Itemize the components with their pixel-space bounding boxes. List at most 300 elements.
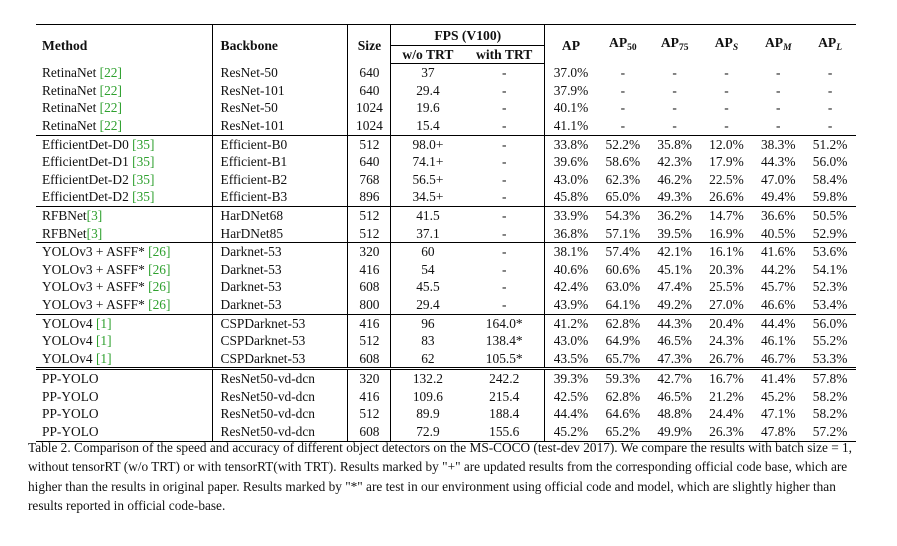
citation-link[interactable]: [22] — [99, 64, 122, 80]
cell-apl: - — [827, 117, 833, 133]
cell-fps-with: - — [501, 296, 507, 312]
citation-link[interactable]: [26] — [148, 261, 171, 277]
cell-size: 416 — [348, 261, 391, 279]
method-name: YOLOv4 — [42, 333, 93, 349]
method-name: RFBNet — [42, 207, 87, 223]
table-row — [36, 243, 856, 261]
cell-ap75: 39.5% — [657, 225, 692, 241]
table-row — [36, 117, 856, 135]
cell-fps-with: 215.4 — [489, 388, 520, 404]
cell-apl: 58.4% — [812, 171, 848, 187]
cell-ap50: 64.6% — [605, 406, 641, 422]
cell-ap75: - — [672, 117, 677, 133]
cell-fps-wo: 37 — [391, 64, 464, 82]
cell-size: 768 — [348, 171, 391, 189]
cell-backbone: ResNet50-vd-dcn — [212, 369, 348, 388]
header-aps: $AP_S$ — [701, 25, 753, 64]
cell-fps-with: - — [464, 206, 544, 224]
cell-backbone: CSPDarknet-53 — [212, 314, 348, 332]
method-name: EfficientDet-D2 — [42, 189, 129, 205]
cell-apl: 56.0% — [804, 314, 856, 332]
citation-link[interactable]: [35] — [132, 189, 155, 205]
cell-fps-with: - — [501, 225, 507, 241]
header-size: Size — [348, 25, 391, 64]
cell-size: 512 — [348, 405, 391, 423]
table-row — [36, 153, 856, 171]
cell-fps-with: - — [501, 82, 507, 98]
cell-ap: 36.8% — [545, 225, 597, 243]
cell-aps: 21.2% — [709, 388, 744, 404]
cell-ap: 40.1% — [545, 99, 597, 117]
method-name: YOLOv3 + ASFF* — [42, 279, 145, 295]
cell-fps-wo: 19.6 — [391, 99, 464, 117]
cell-fps-wo: 56.5+ — [391, 171, 464, 189]
cell-apl: 57.8% — [804, 369, 856, 388]
cell-fps-wo: 132.2 — [391, 369, 464, 388]
results-table — [36, 24, 856, 442]
method-name: YOLOv4 — [42, 350, 93, 366]
cell-ap75: 36.2% — [649, 206, 701, 224]
cell-backbone: Efficient-B3 — [212, 188, 348, 206]
cell-fps-wo: 98.0+ — [391, 135, 464, 153]
method-name: YOLOv4 — [42, 315, 93, 331]
cell-ap75: 44.3% — [649, 314, 701, 332]
cell-apm: 44.2% — [760, 261, 796, 277]
cell-backbone: Efficient-B0 — [212, 135, 348, 153]
cell-backbone: Darknet-53 — [212, 296, 348, 314]
cell-apm: 41.6% — [752, 243, 804, 261]
table-row — [36, 188, 856, 206]
cell-backbone: HarDNet85 — [212, 225, 348, 243]
cell-method — [36, 171, 212, 189]
header-apl: $AP_L$ — [804, 25, 856, 64]
method-name: PP-YOLO — [42, 388, 99, 404]
table-row — [36, 82, 856, 100]
cell-fps-wo: 72.9 — [391, 423, 464, 441]
cell-size: 512 — [348, 225, 391, 243]
cell-fps-with: - — [501, 261, 507, 277]
cell-method — [36, 314, 212, 332]
cell-size: 896 — [348, 188, 391, 206]
cell-ap50: 65.2% — [597, 423, 649, 441]
table-row — [36, 350, 856, 369]
cell-aps: 25.5% — [709, 279, 744, 295]
header-ap: AP — [545, 25, 597, 64]
cell-ap50: - — [620, 117, 626, 133]
cell-aps: 16.9% — [709, 225, 744, 241]
cell-size: 1024 — [348, 99, 391, 117]
cell-fps-wo: 109.6 — [391, 388, 464, 406]
cell-backbone: Darknet-53 — [212, 261, 348, 279]
cell-method — [36, 350, 212, 369]
cell-fps-wo: 74.1+ — [391, 153, 464, 171]
method-name: RFBNet — [42, 225, 87, 241]
cell-ap50: 59.3% — [597, 369, 649, 388]
citation-link[interactable]: [35] — [132, 171, 155, 187]
cell-method — [36, 243, 212, 261]
cell-size: 1024 — [348, 117, 391, 135]
cell-size: 640 — [348, 153, 391, 171]
cell-apl: 52.3% — [812, 279, 848, 295]
cell-size: 416 — [348, 388, 391, 406]
table-row — [36, 314, 856, 332]
cell-method — [36, 206, 212, 224]
header-fps-wo-trt: w/o TRT — [391, 45, 464, 64]
cell-ap50: 62.8% — [597, 314, 649, 332]
cell-ap50: 57.4% — [597, 243, 649, 261]
cell-apl: - — [827, 82, 833, 98]
cell-aps: 27.0% — [709, 296, 744, 312]
cell-fps-with: - — [501, 154, 507, 170]
method-name: RetinaNet — [42, 117, 97, 133]
cell-fps-wo: 41.5 — [391, 206, 464, 224]
cell-fps-with: 164.0* — [464, 314, 544, 332]
cell-method — [36, 225, 212, 243]
cell-ap: 45.8% — [545, 188, 597, 206]
method-name: PP-YOLO — [42, 371, 99, 387]
cell-aps: 20.4% — [701, 314, 753, 332]
cell-ap: 41.1% — [545, 117, 597, 135]
cell-ap50: 65.0% — [605, 189, 641, 205]
cell-ap75: 42.1% — [649, 243, 701, 261]
cell-ap: 33.8% — [545, 135, 597, 153]
cell-aps: 26.7% — [709, 350, 744, 366]
cell-method — [36, 261, 212, 279]
cell-fps-with: - — [501, 279, 507, 295]
cell-apl: 52.9% — [812, 225, 848, 241]
header-fps-with-trt: with TRT — [464, 45, 544, 64]
cell-fps-wo: 37.1 — [391, 225, 464, 243]
cell-backbone: ResNet50-vd-dcn — [212, 405, 348, 423]
cell-apl: 58.2% — [812, 406, 848, 422]
citation-link[interactable]: [26] — [148, 244, 171, 260]
cell-apm: 36.6% — [752, 206, 804, 224]
cell-fps-with: 138.4* — [485, 333, 523, 349]
cell-apm: 46.1% — [760, 333, 796, 349]
citation-link[interactable]: [1] — [95, 333, 112, 349]
method-name: EfficientDet-D1 — [42, 154, 129, 170]
cell-apl: 59.8% — [812, 189, 848, 205]
cell-apm: 46.7% — [760, 350, 796, 366]
cell-method — [36, 188, 212, 206]
cell-backbone: ResNet50-vd-dcn — [212, 388, 348, 406]
cell-size: 512 — [348, 206, 391, 224]
table-row — [36, 388, 856, 406]
cell-ap75: 45.1% — [657, 261, 692, 277]
cell-ap75: 42.3% — [657, 154, 692, 170]
cell-ap75: - — [672, 100, 677, 116]
table-row — [36, 206, 856, 224]
cell-size: 608 — [348, 423, 391, 441]
header-backbone: Backbone — [212, 25, 348, 64]
cell-ap: 44.4% — [545, 405, 597, 423]
cell-ap50: 52.2% — [597, 135, 649, 153]
cell-fps-with: - — [501, 171, 507, 187]
cell-apm: 47.0% — [760, 171, 796, 187]
cell-aps: 16.1% — [701, 243, 753, 261]
cell-ap50: 62.8% — [605, 388, 641, 404]
cell-method — [36, 369, 212, 388]
table-body — [36, 64, 856, 441]
method-name: EfficientDet-D0 — [42, 136, 129, 152]
cell-apm: 44.4% — [752, 314, 804, 332]
cell-method — [36, 278, 212, 296]
cell-method — [36, 153, 212, 171]
cell-ap50: - — [620, 82, 626, 98]
cell-apm: 38.3% — [752, 135, 804, 153]
cell-apm: - — [776, 82, 781, 98]
cell-aps: 12.0% — [701, 135, 753, 153]
cell-ap: 37.9% — [545, 82, 597, 100]
cell-fps-with: - — [464, 243, 544, 261]
table-row — [36, 99, 856, 117]
table-row — [36, 261, 856, 279]
cell-size: 608 — [348, 350, 391, 369]
citation-link[interactable]: [26] — [148, 279, 171, 295]
cell-fps-wo: 29.4 — [391, 296, 464, 314]
method-name: YOLOv3 + ASFF* — [42, 244, 145, 260]
cell-ap50: 64.9% — [605, 333, 641, 349]
citation-link[interactable]: [26] — [148, 296, 171, 312]
cell-size: 512 — [348, 135, 391, 153]
cell-method — [36, 405, 212, 423]
cell-fps-with: - — [501, 117, 507, 133]
citation-link[interactable]: [35] — [132, 136, 155, 152]
cell-aps: - — [724, 82, 729, 98]
cell-aps: 22.5% — [709, 171, 744, 187]
cell-aps: - — [724, 64, 729, 80]
cell-size: 640 — [348, 64, 391, 82]
method-name: PP-YOLO — [42, 406, 99, 422]
header-method: Method — [36, 25, 212, 64]
cell-fps-with: 188.4 — [489, 406, 520, 422]
cell-ap: 41.2% — [545, 314, 597, 332]
citation-link[interactable]: [1] — [95, 315, 112, 331]
cell-backbone: ResNet-50 — [212, 64, 348, 82]
method-name: PP-YOLO — [42, 424, 99, 440]
cell-ap75: - — [672, 64, 677, 80]
cell-ap: 43.5% — [545, 350, 597, 369]
cell-backbone: CSPDarknet-53 — [212, 332, 348, 350]
citation-link[interactable]: [22] — [99, 100, 122, 116]
method-name: RetinaNet — [42, 82, 97, 98]
cell-fps-wo: 45.5 — [391, 278, 464, 296]
cell-aps: 24.3% — [709, 333, 744, 349]
cell-ap75: 46.2% — [657, 171, 692, 187]
citation-link[interactable]: [3] — [86, 207, 103, 223]
cell-ap75: 46.5% — [657, 388, 692, 404]
cell-method — [36, 135, 212, 153]
cell-ap: 43.9% — [545, 296, 597, 314]
cell-ap50: - — [620, 100, 626, 116]
cell-aps: 20.3% — [709, 261, 744, 277]
cell-fps-with: 242.2 — [464, 369, 544, 388]
cell-fps-wo: 62 — [391, 350, 464, 369]
cell-aps: - — [724, 100, 729, 116]
cell-ap50: 54.3% — [597, 206, 649, 224]
cell-method — [36, 117, 212, 135]
cell-ap50: 63.0% — [605, 279, 641, 295]
cell-fps-wo: 60 — [391, 243, 464, 261]
cell-ap: 45.2% — [545, 423, 597, 441]
cell-fps-wo: 83 — [391, 332, 464, 350]
cell-backbone: Efficient-B1 — [212, 153, 348, 171]
table-row — [36, 64, 856, 82]
cell-ap50: - — [620, 64, 626, 80]
cell-method — [36, 332, 212, 350]
cell-ap50: 57.1% — [605, 225, 641, 241]
cell-apl: 53.6% — [804, 243, 856, 261]
cell-apl: 51.2% — [804, 135, 856, 153]
cell-apm: 47.1% — [760, 406, 796, 422]
cell-size: 320 — [348, 243, 391, 261]
cell-ap50: 62.3% — [605, 171, 641, 187]
cell-fps-with: - — [501, 189, 507, 205]
cell-backbone: CSPDarknet-53 — [212, 350, 348, 369]
cell-backbone: ResNet-101 — [212, 82, 348, 100]
method-name: YOLOv3 + ASFF* — [42, 296, 145, 312]
cell-apm: 40.5% — [760, 225, 796, 241]
cell-ap75: 46.5% — [657, 333, 692, 349]
cell-ap75: 49.3% — [657, 189, 692, 205]
cell-aps: 14.7% — [701, 206, 753, 224]
cell-apm: - — [776, 117, 781, 133]
cell-aps: 26.6% — [709, 189, 744, 205]
cell-ap: 42.4% — [545, 278, 597, 296]
cell-ap: 40.6% — [545, 261, 597, 279]
cell-apm: 44.3% — [760, 154, 796, 170]
cell-apm: 47.8% — [752, 423, 804, 441]
cell-fps-with: - — [501, 65, 507, 81]
table-row — [36, 332, 856, 350]
cell-method — [36, 296, 212, 314]
cell-ap50: 65.7% — [605, 350, 641, 366]
cell-ap75: 48.8% — [657, 406, 692, 422]
cell-ap50: 64.1% — [605, 296, 641, 312]
cell-method — [36, 82, 212, 100]
cell-apl: 50.5% — [804, 206, 856, 224]
table-row — [36, 171, 856, 189]
cell-apl: 54.1% — [812, 261, 848, 277]
method-name: EfficientDet-D2 — [42, 171, 129, 187]
cell-ap75: 49.2% — [657, 296, 692, 312]
header-apm: $AP_M$ — [752, 25, 804, 64]
method-name: RetinaNet — [42, 100, 97, 116]
cell-apm: 45.7% — [760, 279, 796, 295]
cell-backbone: Darknet-53 — [212, 278, 348, 296]
cell-ap: 38.1% — [545, 243, 597, 261]
cell-ap: 39.3% — [545, 369, 597, 388]
cell-ap50: 58.6% — [605, 154, 641, 170]
cell-ap: 43.0% — [545, 332, 597, 350]
citation-link[interactable]: [1] — [95, 350, 112, 366]
cell-aps: 26.3% — [701, 423, 753, 441]
cell-apl: 57.2% — [804, 423, 856, 441]
cell-ap: 37.0% — [545, 64, 597, 82]
citation-link[interactable]: [22] — [99, 82, 122, 98]
cell-ap: 43.0% — [545, 171, 597, 189]
table-row — [36, 369, 856, 388]
cell-ap: 33.9% — [545, 206, 597, 224]
cell-size: 320 — [348, 369, 391, 388]
cell-fps-with: 155.6 — [464, 423, 544, 441]
cell-apm: - — [776, 100, 781, 116]
cell-size: 608 — [348, 278, 391, 296]
header-ap75: $AP_{75}$ — [649, 25, 701, 64]
citation-link[interactable]: [3] — [86, 225, 103, 241]
table-row — [36, 296, 856, 314]
cell-apm: - — [776, 64, 781, 80]
cell-backbone: Darknet-53 — [212, 243, 348, 261]
cell-apm: 41.4% — [752, 369, 804, 388]
cell-backbone: ResNet-50 — [212, 99, 348, 117]
cell-ap75: 35.8% — [649, 135, 701, 153]
cell-apl: 53.3% — [812, 350, 848, 366]
cell-method — [36, 64, 212, 82]
cell-apm: 45.2% — [760, 388, 796, 404]
cell-apl: - — [827, 64, 833, 80]
cell-aps: 24.4% — [709, 406, 744, 422]
cell-apl: 58.2% — [812, 388, 848, 404]
cell-backbone: HarDNet68 — [212, 206, 348, 224]
cell-fps-wo: 89.9 — [391, 405, 464, 423]
citation-link[interactable]: [35] — [132, 154, 155, 170]
cell-method — [36, 388, 212, 406]
cell-fps-with: 105.5* — [485, 350, 523, 366]
cell-apl: 53.4% — [812, 296, 848, 312]
cell-backbone: Efficient-B2 — [212, 171, 348, 189]
table-row — [36, 135, 856, 153]
cell-ap75: 47.4% — [657, 279, 692, 295]
cell-backbone: ResNet-101 — [212, 117, 348, 135]
table-header — [36, 25, 856, 64]
cell-apl: 56.0% — [812, 154, 848, 170]
cell-apl: - — [827, 100, 833, 116]
cell-ap75: 42.7% — [649, 369, 701, 388]
cell-ap75: 47.3% — [657, 350, 692, 366]
table-row — [36, 405, 856, 423]
header-fps-group: FPS (V100) — [391, 25, 545, 46]
cell-size: 800 — [348, 296, 391, 314]
method-name: YOLOv3 + ASFF* — [42, 261, 145, 277]
cell-ap: 39.6% — [545, 153, 597, 171]
cell-fps-wo: 29.4 — [391, 82, 464, 100]
cell-size: 512 — [348, 332, 391, 350]
cell-fps-with: - — [464, 135, 544, 153]
cell-method — [36, 99, 212, 117]
cell-apm: 49.4% — [760, 189, 796, 205]
table-caption: Table 2. Comparison of the speed and accuracy of different object detectors on the MS-COCO (test-dev 2017). We compare the results with batch size = 1, without tensorRT (w/o TRT) or with tensorRT(with TRT). Results marked by "+" are updated results from the corresponding official code base, which are higher than the results in original paper. Results marked by "*" are test in our environment using official code and model, which are slightly higher than results reported in official code-base. — [28, 440, 852, 513]
cell-fps-with: - — [501, 100, 507, 116]
header-ap50: $AP_{50}$ — [597, 25, 649, 64]
cell-backbone: ResNet50-vd-dcn — [212, 423, 348, 441]
cell-aps: 16.7% — [701, 369, 753, 388]
table-row — [36, 278, 856, 296]
method-name: RetinaNet — [42, 64, 97, 80]
cell-fps-wo: 96 — [391, 314, 464, 332]
cell-ap75: - — [672, 82, 677, 98]
cell-apm: 46.6% — [760, 296, 796, 312]
cell-size: 640 — [348, 82, 391, 100]
cell-size: 416 — [348, 314, 391, 332]
table-row — [36, 225, 856, 243]
cell-apl: 55.2% — [812, 333, 848, 349]
cell-ap75: 49.9% — [649, 423, 701, 441]
cell-fps-wo: 34.5+ — [391, 188, 464, 206]
cell-aps: 17.9% — [709, 154, 744, 170]
cell-ap50: 60.6% — [605, 261, 641, 277]
citation-link[interactable]: [22] — [99, 117, 122, 133]
